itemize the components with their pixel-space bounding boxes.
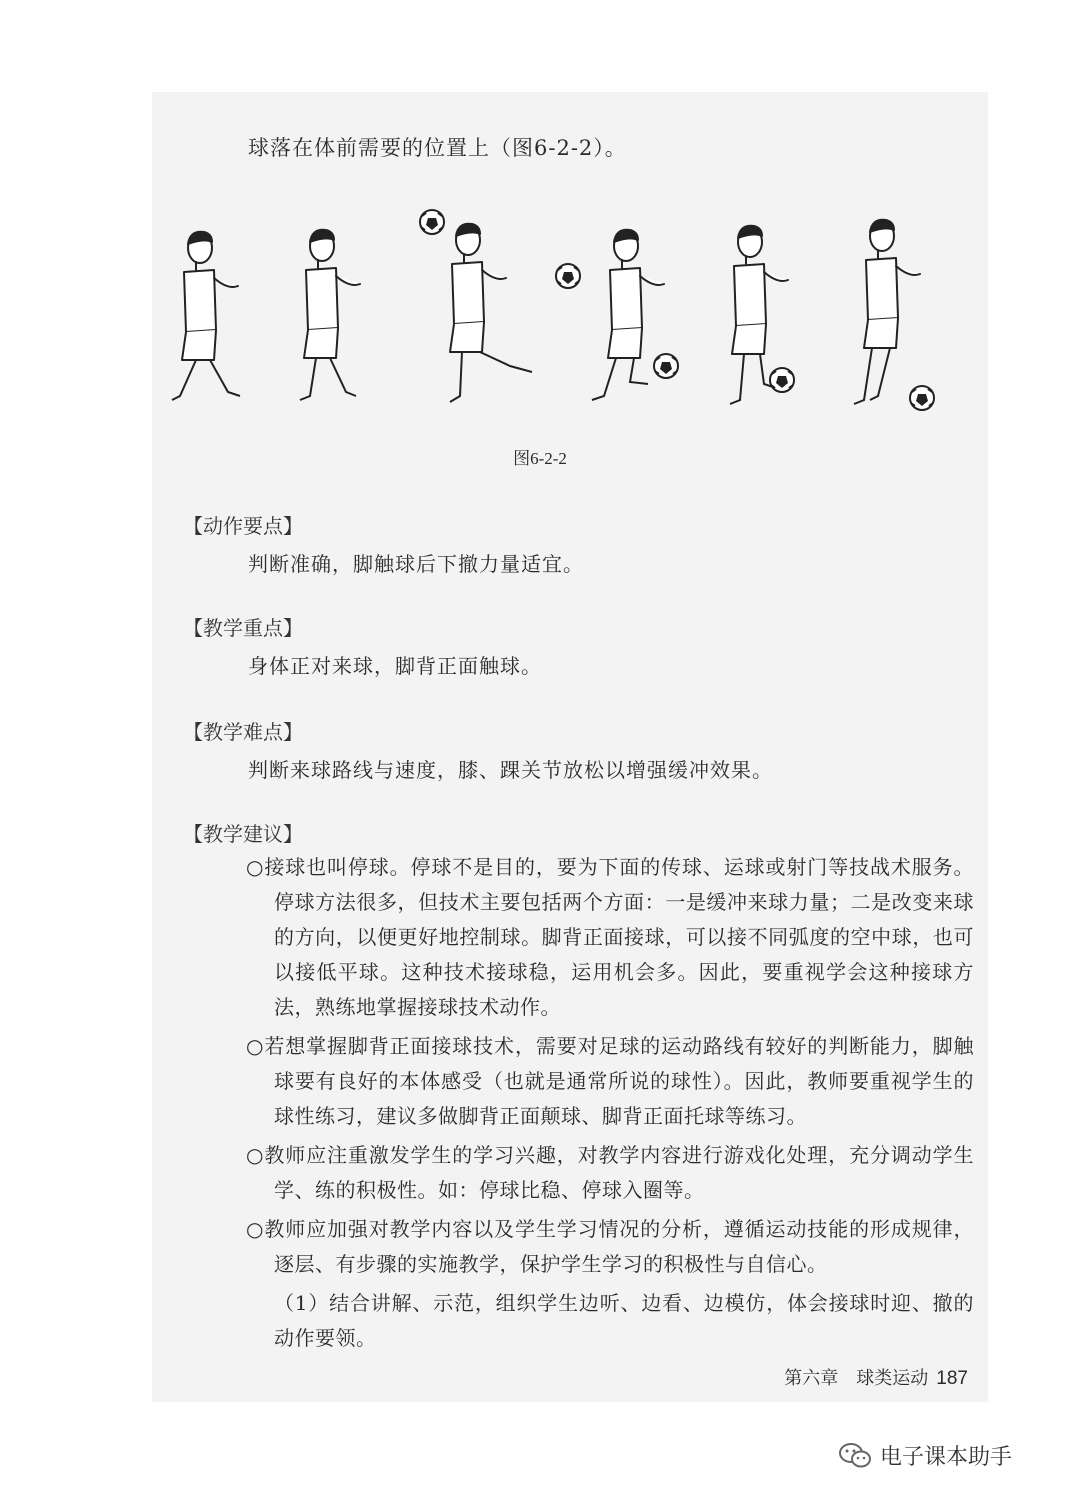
suggestion-item: ○若想掌握脚背正面接球技术，需要对足球的运动路线有较好的判断能力，脚触球要有良好的本体感受（也就是通常所说的球性）。因此，教师要重视学生的球性练习，建议多做脚背正面颠球、脚背正面托球等练习。	[246, 1034, 974, 1128]
intro-text: 球落在体前需要的位置上（图6-2-2）。	[248, 136, 627, 160]
suggestions-list	[246, 850, 974, 1356]
wechat-icon	[838, 1442, 872, 1470]
kid-figure-1	[172, 232, 240, 400]
ball-3	[654, 354, 678, 378]
watermark	[838, 1440, 1012, 1471]
ball-1	[420, 210, 444, 234]
watermark-label: 电子课本助手	[880, 1445, 1013, 1470]
teaching-focus-text: 身体正对来球，脚背正面触球。	[248, 654, 542, 678]
kid-figure-3	[450, 224, 532, 402]
action-points-text: 判断准确，脚触球后下撤力量适宜。	[248, 552, 584, 576]
heading-action-points: 【动作要点】	[183, 514, 303, 538]
heading-teaching-suggestions: 【教学建议】	[183, 822, 303, 846]
ball-2	[556, 264, 580, 288]
figure-caption: 图6-2-2	[513, 449, 567, 468]
kid-figure-4	[592, 230, 664, 400]
ball-5	[910, 386, 934, 410]
suggestion-item: ○接球也叫停球。停球不是目的，要为下面的传球、运球或射门等技战术服务。停球方法很多，但技术主要包括两个方面：一是缓冲来球力量；二是改变来球的方向，以便更好地控制球。脚背正面接球，可以接不同弧度的空中球，也可以接低平球。这种技术接球稳，运用机会多。因此，要重视学会这种接球方法，熟练地掌握接球技术动作。	[246, 855, 974, 1019]
suggestion-item: ○教师应注重激发学生的学习兴趣，对教学内容进行游戏化处理，充分调动学生学、练的积极性。如：停球比稳、停球入圈等。	[246, 1143, 974, 1202]
kid-figure-2	[300, 230, 360, 400]
page-footer	[784, 1364, 968, 1390]
ball-4	[770, 368, 794, 392]
figure-kick-sequence	[160, 196, 950, 426]
heading-teaching-difficulty: 【教学难点】	[183, 720, 303, 744]
kid-figure-6	[854, 220, 920, 404]
chapter-label: 第六章 球类运动	[784, 1368, 929, 1389]
suggestion-item: ○教师应加强对教学内容以及学生学习情况的分析，遵循运动技能的形成规律，逐层、有步骤的实施教学，保护学生学习的积极性与自信心。	[246, 1217, 974, 1276]
page-number: 187	[936, 1368, 968, 1389]
suggestion-subitem: （1）结合讲解、示范，组织学生边听、边看、边模仿，体会接球时迎、撤的动作要领。	[274, 1291, 974, 1350]
heading-teaching-focus: 【教学重点】	[183, 616, 303, 640]
teaching-difficulty-text: 判断来球路线与速度，膝、踝关节放松以增强缓冲效果。	[248, 758, 773, 782]
